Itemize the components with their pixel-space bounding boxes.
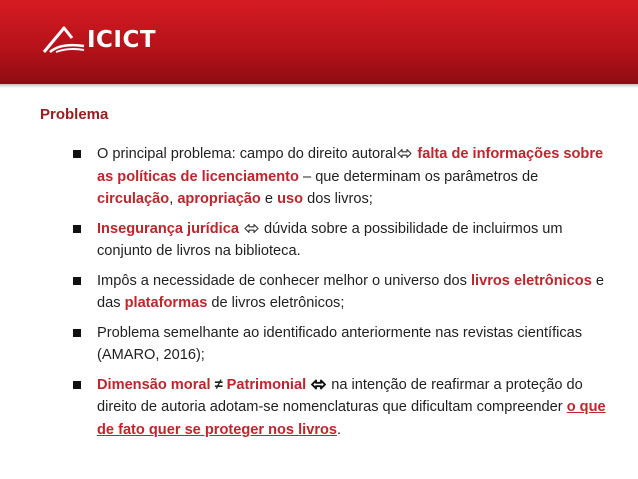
logo-text: ICICT	[87, 27, 157, 53]
header-bar	[0, 0, 638, 84]
icict-logo	[42, 25, 156, 55]
list-item: Insegurança jurídica dúvida sobre a possibilidade de incluirmos um conjunto de livros na biblioteca.	[73, 218, 613, 263]
square-bullet-icon	[73, 277, 81, 285]
square-bullet-icon	[73, 381, 81, 389]
header-divider	[0, 84, 638, 88]
bullet-list	[73, 143, 613, 448]
double-arrow-icon	[311, 379, 326, 390]
square-bullet-icon	[73, 225, 81, 233]
logo-mark-icon	[42, 25, 86, 55]
double-arrow-icon	[397, 148, 412, 159]
square-bullet-icon	[73, 150, 81, 158]
list-item: O principal problema: campo do direito autoral falta de informações sobre as políticas de licenciamento – que determinam os parâmetros de circulação, apropriação e uso dos livros;	[73, 143, 613, 211]
list-item: Dimensão moral ≠ Patrimonial na intenção de reafirmar a proteção do direito de autoria adotam-se nomenclaturas que dificultam compreender o que de fato quer se proteger nos livros.	[73, 374, 613, 442]
section-title: Problema	[40, 106, 109, 123]
list-item: Impôs a necessidade de conhecer melhor o universo dos livros eletrônicos e das plataformas de livros eletrônicos;	[73, 270, 613, 315]
square-bullet-icon	[73, 329, 81, 337]
double-arrow-icon	[244, 223, 259, 234]
list-item: Problema semelhante ao identificado anteriormente nas revistas científicas (AMARO, 2016);	[73, 322, 613, 367]
